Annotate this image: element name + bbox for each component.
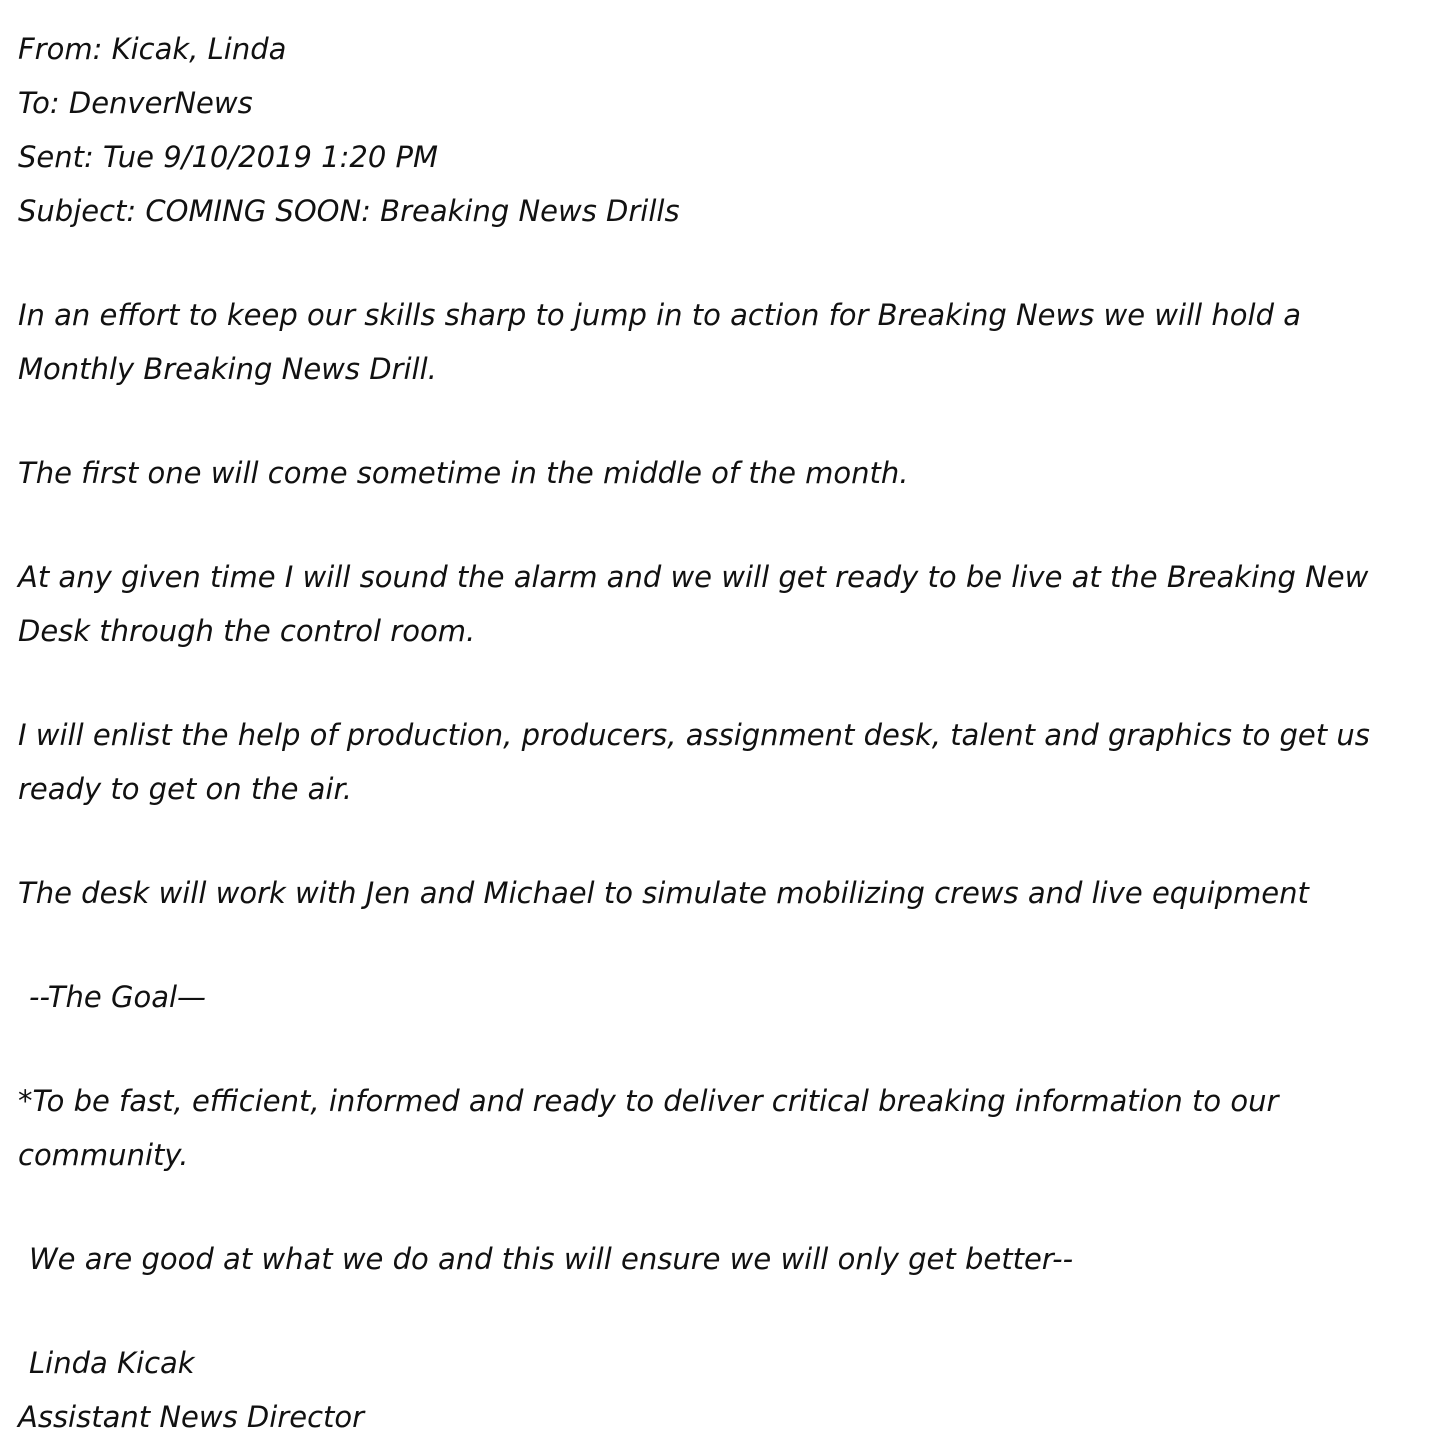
paragraph-desk <box>18 866 1442 920</box>
email-body <box>18 288 1442 1286</box>
paragraph-line: I will enlist the help of production, producers, assignment desk, talent and graphics to get us <box>18 718 1370 752</box>
signature-name: Linda Kicak <box>29 1346 195 1380</box>
email-document <box>18 22 1442 1444</box>
paragraph-alarm <box>18 550 1442 658</box>
from-field: From: Kicak, Linda <box>18 32 287 66</box>
subject-field: Subject: COMING SOON: Breaking News Drills <box>18 194 680 228</box>
paragraph-line: In an effort to keep our skills sharp to jump in to action for Breaking News we will hold a <box>18 298 1301 332</box>
paragraph-teams <box>18 708 1442 816</box>
paragraph-goal <box>18 1074 1442 1182</box>
paragraph-line: ready to get on the air. <box>18 772 352 806</box>
paragraph-line: At any given time I will sound the alarm and we will get ready to be live at the Breaking New <box>18 560 1369 594</box>
paragraph-line: Monthly Breaking News Drill. <box>18 352 437 386</box>
goal-heading <box>18 970 1442 1024</box>
signature-title: Assistant News Director <box>18 1400 365 1434</box>
paragraph-line: *To be fast, efficient, informed and ready to deliver critical breaking information to our <box>18 1084 1279 1118</box>
sent-field: Sent: Tue 9/10/2019 1:20 PM <box>18 140 438 174</box>
paragraph-intro <box>18 288 1442 396</box>
to-field: To: DenverNews <box>18 86 253 120</box>
paragraph-first-drill <box>18 446 1442 500</box>
signature <box>18 1336 1442 1444</box>
paragraph-line: We are good at what we do and this will ensure we will only get better-- <box>29 1242 1074 1276</box>
paragraph-closing <box>18 1232 1442 1286</box>
paragraph-line: The first one will come sometime in the middle of the month. <box>18 456 909 490</box>
goal-heading-text: --The Goal— <box>29 980 207 1014</box>
paragraph-line: The desk will work with Jen and Michael to simulate mobilizing crews and live equipment <box>18 876 1309 910</box>
paragraph-line: Desk through the control room. <box>18 614 476 648</box>
email-header <box>18 22 1442 238</box>
paragraph-line: community. <box>18 1138 189 1172</box>
